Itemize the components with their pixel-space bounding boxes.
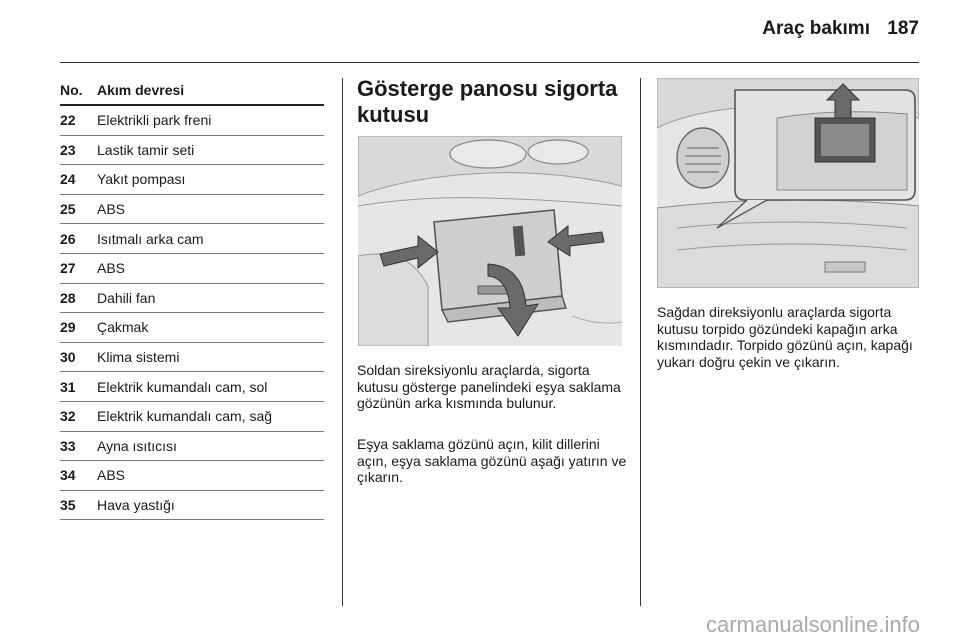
fuse-number: 24 bbox=[60, 165, 97, 195]
fuse-circuit: Ayna ısıtıcısı bbox=[97, 431, 324, 461]
table-row bbox=[60, 283, 324, 313]
table-row bbox=[60, 135, 324, 165]
fuse-circuit: Yakıt pompası bbox=[97, 165, 324, 195]
fuse-circuit: Lastik tamir seti bbox=[97, 135, 324, 165]
fuse-number: 29 bbox=[60, 313, 97, 343]
section-heading: Gösterge panosu sigorta kutusu bbox=[357, 76, 618, 127]
column-divider-left bbox=[342, 78, 343, 606]
figure-rhd-fusebox bbox=[657, 78, 919, 288]
fuse-number: 25 bbox=[60, 194, 97, 224]
table-row bbox=[60, 431, 324, 461]
fuse-number: 27 bbox=[60, 253, 97, 283]
table-row bbox=[60, 313, 324, 343]
watermark: carmanualsonline.info bbox=[705, 612, 920, 637]
fuse-table bbox=[60, 78, 324, 520]
table-row bbox=[60, 105, 324, 135]
paragraph-rhd-location: Sağdan direksiyonlu araçlarda sigorta kutusu torpido gözündeki kapağın arka kısmındadır. Torpido gözünü açın, kapağı yukarı doğru çekin ve çıkarın. bbox=[657, 304, 913, 370]
fuse-circuit: ABS bbox=[97, 253, 324, 283]
table-row bbox=[60, 461, 324, 491]
fuse-number: 35 bbox=[60, 490, 97, 520]
fuse-number: 28 bbox=[60, 283, 97, 313]
fuse-circuit: Dahili fan bbox=[97, 283, 324, 313]
fuse-circuit: Klima sistemi bbox=[97, 342, 324, 372]
fuse-circuit: ABS bbox=[97, 194, 324, 224]
fuse-table-header bbox=[60, 78, 324, 105]
fuse-circuit: Elektrik kumandalı cam, sağ bbox=[97, 401, 324, 431]
page-number: 187 bbox=[887, 18, 919, 39]
rhd-glovebox-illustration bbox=[657, 78, 919, 288]
col-header-circuit: Akım devresi bbox=[97, 78, 324, 105]
table-row bbox=[60, 224, 324, 254]
fuse-number: 30 bbox=[60, 342, 97, 372]
fuse-number: 32 bbox=[60, 401, 97, 431]
lhd-glovebox-illustration bbox=[358, 136, 622, 346]
col-header-no: No. bbox=[60, 78, 97, 105]
page-section-title: Araç bakımı bbox=[762, 18, 870, 39]
table-row bbox=[60, 342, 324, 372]
fuse-number: 23 bbox=[60, 135, 97, 165]
table-row bbox=[60, 253, 324, 283]
column-divider-right bbox=[640, 78, 641, 606]
fuse-circuit: ABS bbox=[97, 461, 324, 491]
fuse-circuit: Hava yastığı bbox=[97, 490, 324, 520]
fuse-number: 33 bbox=[60, 431, 97, 461]
fuse-number: 31 bbox=[60, 372, 97, 402]
figure-lhd-fusebox bbox=[358, 136, 622, 346]
table-row bbox=[60, 165, 324, 195]
fuse-number: 34 bbox=[60, 461, 97, 491]
fuse-circuit: Elektrik kumandalı cam, sol bbox=[97, 372, 324, 402]
header-rule bbox=[60, 62, 919, 63]
paragraph-lhd-location: Soldan sireksiyonlu araçlarda, sigorta kutusu gösterge panelindeki eşya saklama gözünün arka kısmında bulunur. bbox=[357, 362, 621, 411]
table-row bbox=[60, 194, 324, 224]
air-vent-icon bbox=[677, 128, 729, 188]
fuse-circuit: Elektrikli park freni bbox=[97, 105, 324, 135]
table-row bbox=[60, 490, 324, 520]
paragraph-lhd-instructions: Eşya saklama gözünü açın, kilit dillerini açın, eşya saklama gözünü aşağı yatırın ve çıkarın. bbox=[357, 436, 627, 485]
table-row bbox=[60, 372, 324, 402]
fuse-number: 26 bbox=[60, 224, 97, 254]
fuse-circuit: Çakmak bbox=[97, 313, 324, 343]
table-row bbox=[60, 401, 324, 431]
fuse-circuit: Isıtmalı arka cam bbox=[97, 224, 324, 254]
fuse-number: 22 bbox=[60, 105, 97, 135]
